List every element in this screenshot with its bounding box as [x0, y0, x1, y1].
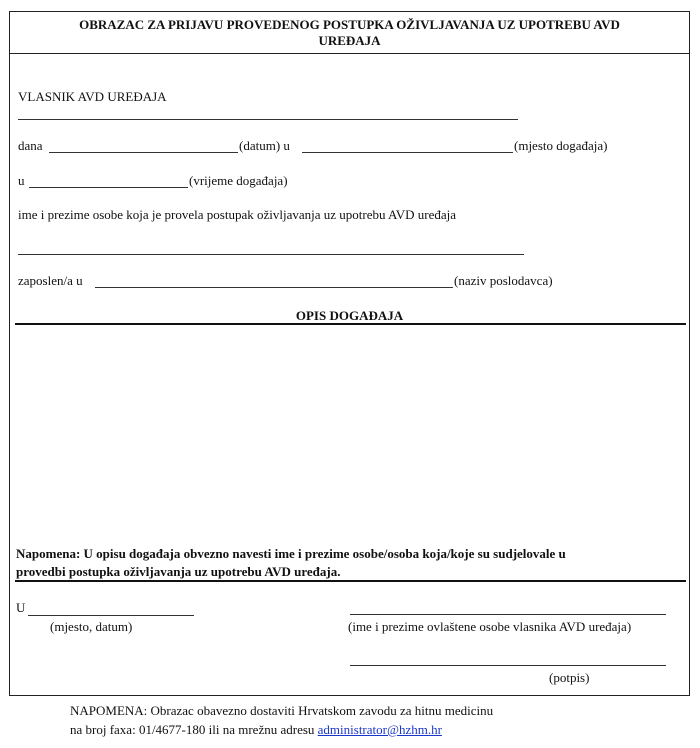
u-label: u: [18, 173, 25, 188]
form-title-line2: UREĐAJA: [318, 33, 381, 48]
form-title: [10, 12, 689, 54]
napomena-line1: Napomena: U opisu događaja obvezno navesti ime i prezime osobe/osoba koja/koje su sudjelovale u: [16, 546, 566, 561]
footer-line2-prefix: na broj faxa: 01/4677-180 ili na mrežnu adresu: [70, 722, 318, 737]
footer-line1: NAPOMENA: Obrazac obavezno dostaviti Hrvatskom zavodu za hitnu medicinu: [70, 703, 494, 718]
potpis-label: (potpis): [549, 670, 590, 685]
u-sig-label: U: [16, 600, 26, 615]
mjesto-datum-field[interactable]: [28, 615, 194, 616]
poslodavac-field[interactable]: [95, 287, 453, 288]
footer-line2: [70, 722, 442, 738]
person-label: ime i prezime osobe koja je provela postupak oživljavanja uz upotrebu AVD uređaja: [18, 207, 457, 222]
datum-label: (datum) u: [239, 138, 290, 153]
napomena-line2: provedbi postupka oživljavanja uz upotrebu AVD uređaja.: [16, 564, 341, 579]
form-title-line1: OBRAZAC ZA PRIJAVU PROVEDENOG POSTUPKA OŽIVLJAVANJA UZ UPOTREBU AVD: [79, 17, 620, 32]
email-link[interactable]: administrator@hzhm.hr: [317, 722, 442, 737]
form-frame: [9, 11, 690, 696]
ovlastena-label: (ime i prezime ovlaštene osobe vlasnika AVD uređaja): [348, 619, 632, 634]
owner-field[interactable]: [18, 119, 518, 120]
potpis-field[interactable]: [350, 665, 666, 666]
vrijeme-field[interactable]: [29, 187, 188, 188]
ovlastena-field[interactable]: [350, 614, 666, 615]
mjesto-datum-label: (mjesto, datum): [50, 619, 133, 634]
dana-label: dana: [18, 138, 43, 153]
mjesto-label: (mjesto događaja): [514, 138, 608, 153]
person-field[interactable]: [18, 254, 524, 255]
owner-label: VLASNIK AVD UREĐAJA: [18, 89, 167, 104]
mjesto-field[interactable]: [302, 152, 513, 153]
poslodavac-label: (naziv poslodavca): [454, 273, 553, 288]
vrijeme-label: (vrijeme događaja): [189, 173, 288, 188]
datum-field[interactable]: [49, 152, 238, 153]
opis-heading: OPIS DOGAĐAJA: [295, 308, 404, 323]
napomena-divider: [15, 580, 686, 582]
opis-divider: [15, 323, 686, 325]
opis-textarea[interactable]: [15, 328, 686, 540]
zaposlen-label: zaposlen/a u: [18, 273, 83, 288]
